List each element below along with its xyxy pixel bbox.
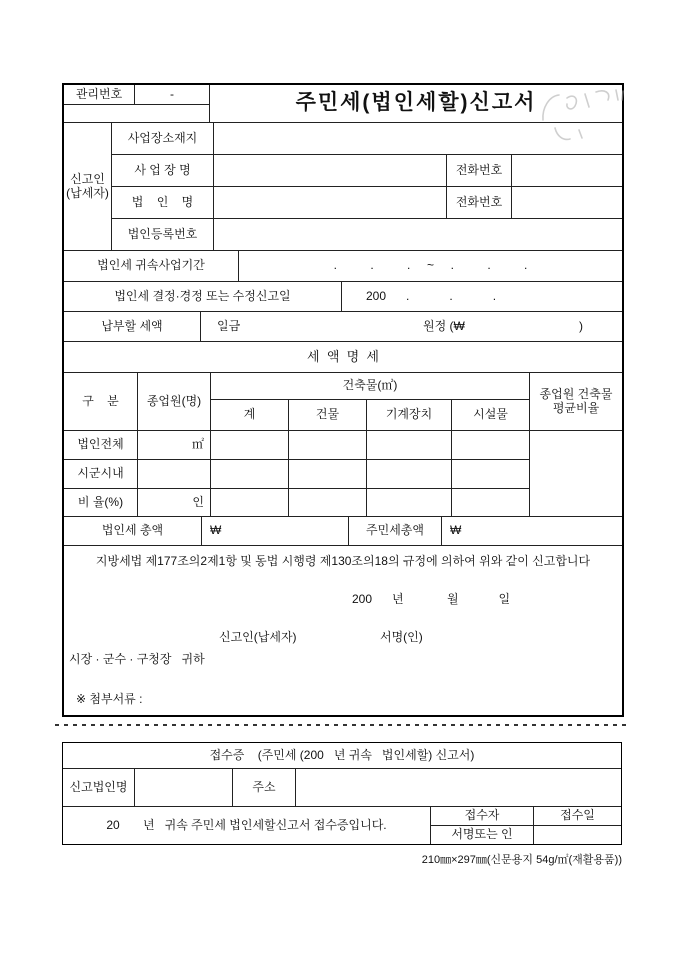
input-corp-reg-no bbox=[214, 219, 622, 251]
input-biz-name bbox=[214, 155, 447, 187]
payable-amount-close: ) bbox=[579, 319, 583, 333]
label-tax-period: 법인세 귀속사업기간 bbox=[64, 251, 239, 282]
receipt-label-corp-name: 신고법인명 bbox=[63, 769, 135, 807]
table-cell-corp-total-sum bbox=[211, 431, 289, 460]
table-col-avg-ratio-line1: 종업원 건축물 bbox=[539, 386, 613, 401]
declarant-label-line2: (납세자) bbox=[66, 185, 109, 200]
form-title: 주민세(법인세할)신고서 bbox=[210, 85, 622, 123]
input-phone-2 bbox=[512, 187, 622, 219]
table-cell-ratio-machinery bbox=[367, 489, 452, 517]
input-corp-tax-total: ₩ bbox=[202, 517, 349, 546]
label-decision-date: 법인세 결정·경정 또는 수정신고일 bbox=[64, 282, 342, 312]
table-cell-avg-ratio-merged bbox=[530, 431, 622, 517]
receipt-form bbox=[62, 742, 622, 845]
main-form bbox=[62, 83, 624, 717]
management-no-empty-cell bbox=[64, 105, 210, 123]
label-corp-name: 법 인 명 bbox=[112, 187, 214, 219]
table-cell-city-facility bbox=[452, 460, 530, 489]
table-col-avg-ratio bbox=[530, 373, 622, 431]
table-cell-corp-total-machinery bbox=[367, 431, 452, 460]
declaration-sign-label: 서명(인) bbox=[380, 630, 423, 644]
label-biz-name: 사 업 장 명 bbox=[112, 155, 214, 187]
table-cell-corp-total-facility bbox=[452, 431, 530, 460]
table-col-employees: 종업원(명) bbox=[138, 373, 211, 431]
table-cell-corp-total-building bbox=[289, 431, 367, 460]
label-payable-tax: 납부할 세액 bbox=[64, 312, 201, 342]
table-cell-ratio-building bbox=[289, 489, 367, 517]
input-payable-tax bbox=[201, 312, 622, 342]
receipt-input-address bbox=[296, 769, 621, 807]
input-corp-name bbox=[214, 187, 447, 219]
table-row-label-ratio: 비 율(%) bbox=[64, 489, 138, 517]
table-col-facility: 시설물 bbox=[452, 400, 530, 431]
table-row-label-corp-total: 법인전체 bbox=[64, 431, 138, 460]
payable-amount-won: 원정 (₩ bbox=[423, 319, 465, 333]
receipt-title: 접수증 (주민세 (200 년 귀속 법인세할) 신고서) bbox=[63, 743, 621, 769]
table-cell-city-machinery bbox=[367, 460, 452, 489]
tax-detail-header: 세 액 명 세 bbox=[64, 342, 622, 373]
table-col-building-group: 건축물(㎡) bbox=[211, 373, 530, 400]
cut-line bbox=[55, 724, 628, 726]
label-corp-tax-total: 법인세 총액 bbox=[64, 517, 202, 546]
table-row-label-city: 시군시내 bbox=[64, 460, 138, 489]
label-corp-reg-no: 법인등록번호 bbox=[112, 219, 214, 251]
declaration-recipient: 시장 · 군수 · 구청장 귀하 bbox=[69, 652, 205, 666]
table-cell-ratio-sum bbox=[211, 489, 289, 517]
table-col-building: 건물 bbox=[289, 400, 367, 431]
receipt-input-date bbox=[534, 826, 621, 844]
label-phone-2: 전화번호 bbox=[447, 187, 512, 219]
input-decision-date: 200 . . . bbox=[342, 282, 622, 312]
label-phone-1: 전화번호 bbox=[447, 155, 512, 187]
declarant-label bbox=[64, 123, 112, 251]
table-col-machinery: 기계장치 bbox=[367, 400, 452, 431]
table-col-sum: 계 bbox=[211, 400, 289, 431]
input-phone-1 bbox=[512, 155, 622, 187]
declaration-date-line: 200 년 월 일 bbox=[352, 592, 511, 606]
declaration-signer-label: 신고인(납세자) bbox=[219, 630, 297, 644]
receipt-label-sign: 서명또는 인 bbox=[431, 826, 534, 844]
declarant-label-line1: 신고인 bbox=[70, 171, 105, 186]
declaration-statement: 지방세법 제177조의2제1항 및 동법 시행령 제130조의18의 규정에 의하여 위와 같이 신고합니다 bbox=[95, 554, 591, 568]
table-col-category: 구 분 bbox=[64, 373, 138, 431]
input-resident-tax-total: ₩ bbox=[442, 517, 622, 546]
table-cell-corp-total-employees: ㎡ bbox=[138, 431, 211, 460]
label-resident-tax-total: 주민세총액 bbox=[349, 517, 442, 546]
management-no-value: - bbox=[135, 85, 210, 105]
table-cell-city-employees bbox=[138, 460, 211, 489]
table-col-avg-ratio-line2: 평균비율 bbox=[552, 400, 600, 415]
management-no-label: 관리번호 bbox=[64, 85, 135, 105]
receipt-label-date: 접수일 bbox=[534, 807, 621, 826]
paper-spec-note: 210㎜×297㎜(신문용지 54g/㎡(재활용품)) bbox=[421, 854, 622, 866]
payable-amount-prefix: 일금 bbox=[217, 319, 241, 333]
label-biz-address: 사업장소재지 bbox=[112, 123, 214, 155]
stamp-mark bbox=[533, 84, 633, 146]
declaration-attachments: ※ 첨부서류 : bbox=[76, 692, 143, 706]
receipt-input-corp-name bbox=[135, 769, 233, 807]
table-cell-ratio-employees: 인 bbox=[138, 489, 211, 517]
receipt-statement: 20 년 귀속 주민세 법인세할신고서 접수증입니다. bbox=[63, 807, 431, 844]
input-tax-period: . . . ~ . . . bbox=[239, 251, 622, 282]
table-cell-city-building bbox=[289, 460, 367, 489]
receipt-label-address: 주소 bbox=[233, 769, 296, 807]
table-cell-city-sum bbox=[211, 460, 289, 489]
receipt-label-receiver: 접수자 bbox=[431, 807, 534, 826]
table-cell-ratio-facility bbox=[452, 489, 530, 517]
